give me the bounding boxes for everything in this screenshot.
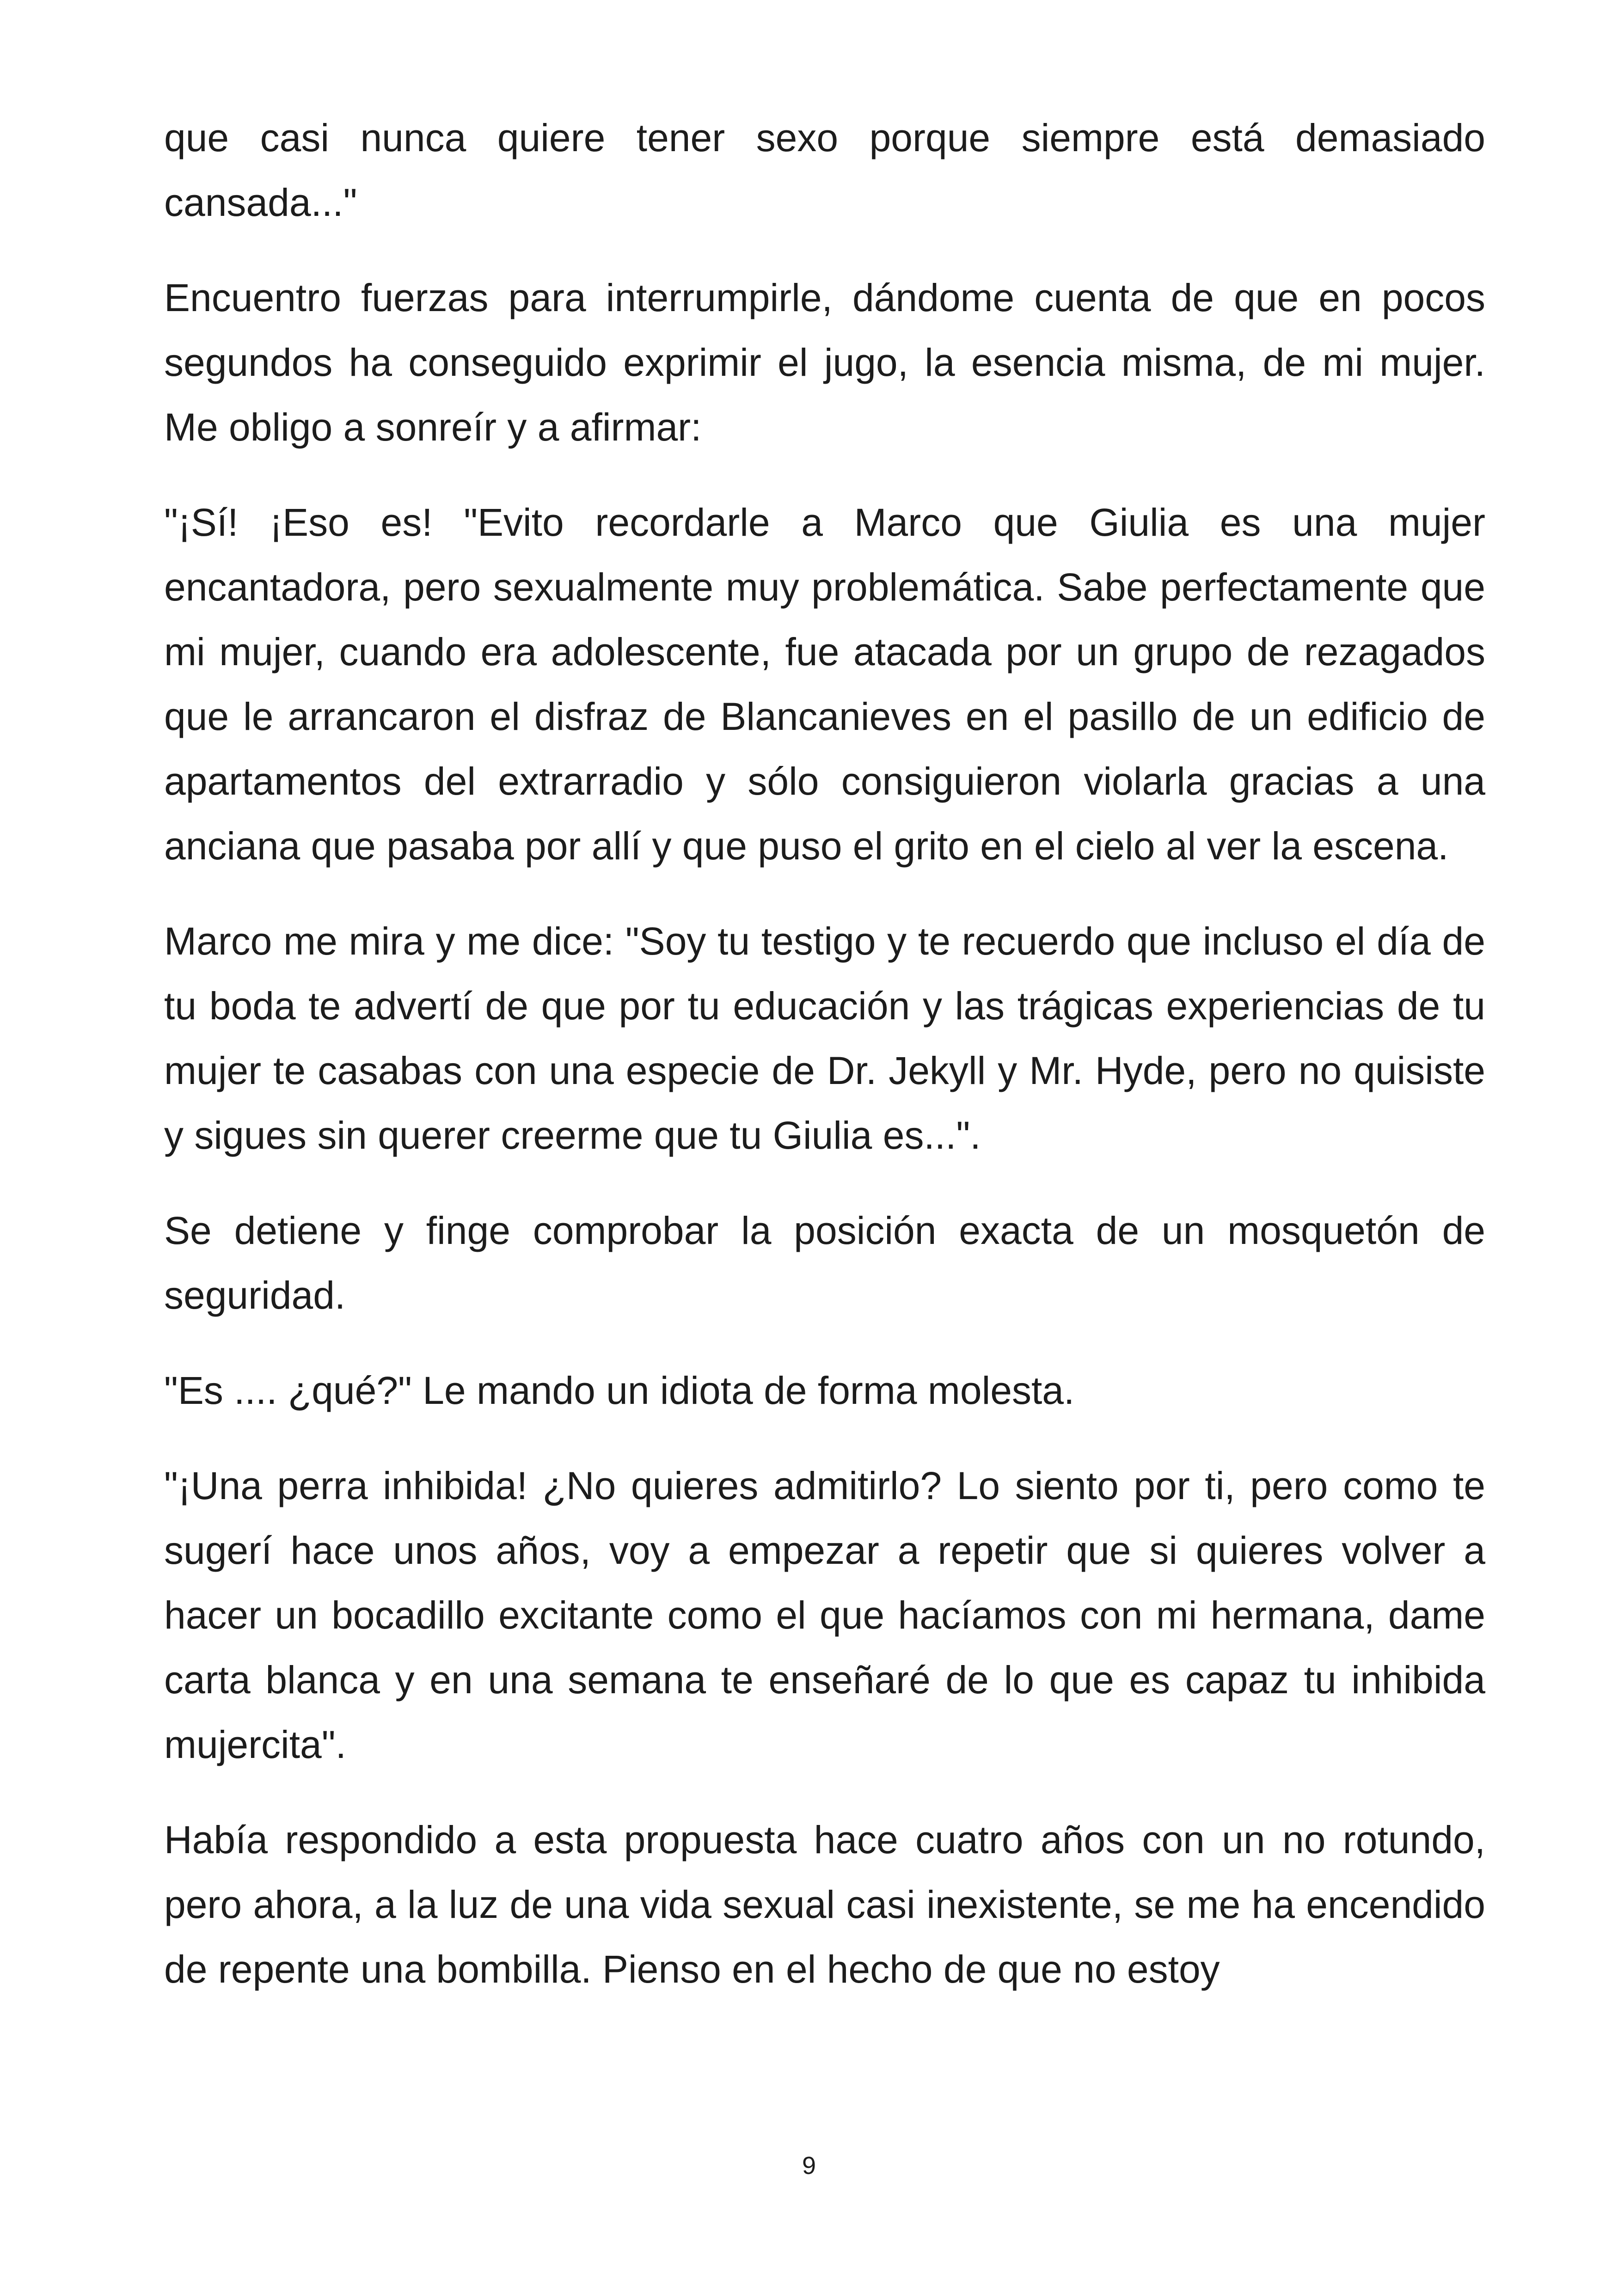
paragraph: Se detiene y finge comprobar la posición exacta de un mosquetón de seguridad. bbox=[164, 1209, 1485, 1317]
paragraph: "¡Sí! ¡Eso es! "Evito recordarle a Marco que Giulia es una mujer encantadora, pero sexualmente muy problemática. Sabe perfectamente que mi mujer, cuando era adolescente, fue atacada por un grupo de rezagados que le arrancaron el disfraz de Blancanieves en el pasillo de un edificio de apartamentos del extrarradio y sólo consiguieron violarla gracias a una anciana que pasaba por allí y que puso el grito en el cielo al ver la escena. bbox=[164, 501, 1485, 868]
paragraph: Encuentro fuerzas para interrumpirle, dándome cuenta de que en pocos segundos ha conseguido exprimir el jugo, la esencia misma, de mi mujer. Me obligo a sonreír y a afirmar: bbox=[164, 276, 1485, 449]
page-number: 9 bbox=[802, 2152, 816, 2180]
paragraph: Había respondido a esta propuesta hace cuatro años con un no rotundo, pero ahora, a la luz de una vida sexual casi inexistente, se me ha encendido de repente una bombilla. Pienso en el hecho de que no estoy bbox=[164, 1818, 1485, 1991]
paragraph: Marco me mira y me dice: "Soy tu testigo y te recuerdo que incluso el día de tu boda te advertí de que por tu educación y las trágicas experiencias de tu mujer te casabas con una especie de Dr. Jekyll y Mr. Hyde, pero no quisiste y sigues sin querer creerme que tu Giulia es...". bbox=[164, 919, 1485, 1157]
paragraph: "¡Una perra inhibida! ¿No quieres admitirlo? Lo siento por ti, pero como te sugerí hace unos años, voy a empezar a repetir que si quieres volver a hacer un bocadillo excitante como el que hacíamos con mi hermana, dame carta blanca y en una semana te enseñaré de lo que es capaz tu inhibida mujercita". bbox=[164, 1464, 1485, 1766]
paragraph: "Es .... ¿qué?" Le mando un idiota de forma molesta. bbox=[164, 1369, 1075, 1412]
body-text bbox=[164, 105, 1485, 2032]
paragraph: que casi nunca quiere tener sexo porque siempre está demasiado cansada..." bbox=[164, 116, 1485, 224]
